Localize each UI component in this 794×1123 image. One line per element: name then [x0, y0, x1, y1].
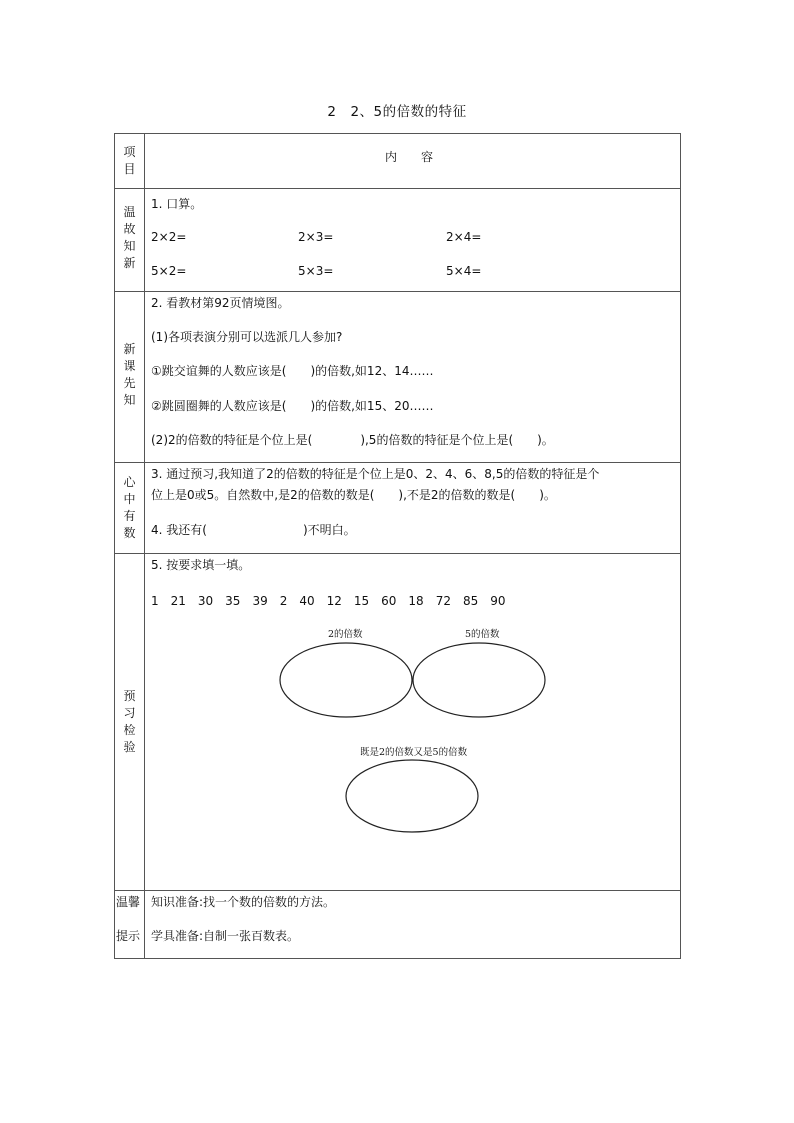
- ellipse-multiples-of-5: [413, 643, 545, 717]
- tips-line2: 学具准备:自制一张百数表。: [151, 929, 300, 943]
- tips-label-top: 温馨: [116, 895, 141, 909]
- expr-5x4: 5×4=: [446, 264, 482, 278]
- ellipse-multiples-of-2: [280, 643, 412, 717]
- q2-item1: ①跳交谊舞的人数应该是( )的倍数,如12、14……: [151, 364, 434, 378]
- q2-sub2: (2)2的倍数的特征是个位上是( ),5的倍数的特征是个位上是( )。: [151, 433, 554, 447]
- q2-sub1: (1)各项表演分别可以选派几人参加?: [151, 330, 343, 344]
- expr-2x2: 2×2=: [151, 230, 187, 244]
- review-section-label: 温 故 知 新: [123, 205, 136, 270]
- q3-line2: 位上是0或5。自然数中,是2的倍数的数是( ),不是2的倍数的数是( )。: [151, 488, 556, 502]
- header-item-label: 项 目: [123, 145, 136, 176]
- expr-2x4: 2×4=: [446, 230, 482, 244]
- q1-text: 1. 口算。: [151, 197, 203, 211]
- check-section-label: 预 习 检 验: [123, 689, 136, 754]
- ellipse-multiples-of-both: [346, 760, 478, 832]
- q4-text: 4. 我还有( )不明白。: [151, 523, 356, 537]
- ellipse-right-label: 5的倍数: [465, 629, 500, 640]
- ellipse-left-label: 2的倍数: [328, 629, 363, 640]
- expr-2x3: 2×3=: [298, 230, 334, 244]
- number-list: 1 21 30 35 39 2 40 12 15 60 18 72 85 90: [151, 594, 506, 608]
- mind-section-label: 心 中 有 数: [123, 475, 136, 540]
- ellipse-bottom-label: 既是2的倍数又是5的倍数: [360, 747, 468, 758]
- tips-line1: 知识准备:找一个数的倍数的方法。: [151, 895, 336, 909]
- header-content-label: 内 容: [385, 150, 434, 164]
- expr-5x3: 5×3=: [298, 264, 334, 278]
- page-title: 2 2、5的倍数的特征: [327, 104, 467, 120]
- venn-ellipses: [115, 134, 682, 960]
- worksheet-table: [114, 133, 681, 959]
- q3-line1: 3. 通过预习,我知道了2的倍数的特征是个位上是0、2、4、6、8,5的倍数的特征是个: [151, 467, 600, 481]
- q5-text: 5. 按要求填一填。: [151, 558, 251, 572]
- q2-item2: ②跳圆圈舞的人数应该是( )的倍数,如15、20……: [151, 399, 434, 413]
- new-section-label: 新 课 先 知: [123, 342, 136, 407]
- expr-5x2: 5×2=: [151, 264, 187, 278]
- q2-text: 2. 看教材第92页情境图。: [151, 296, 290, 310]
- tips-label-bottom: 提示: [116, 929, 141, 943]
